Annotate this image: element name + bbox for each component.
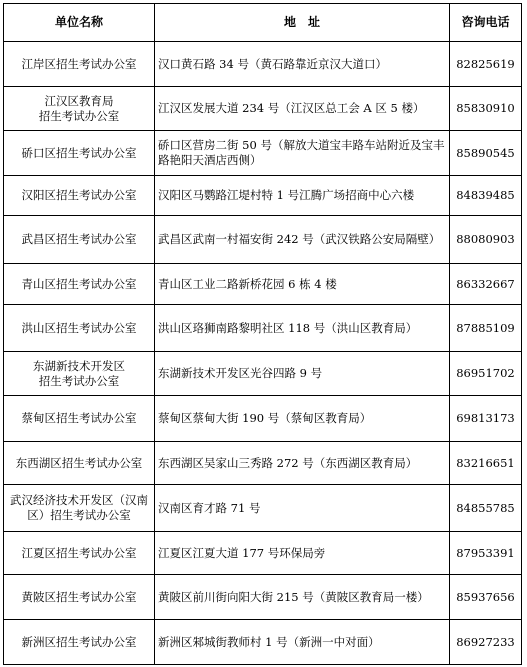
table-row — [4, 176, 522, 216]
unit-name-cell: 蔡甸区招生考试办公室 — [4, 396, 155, 442]
phone-cell: 87885109 — [450, 305, 522, 352]
unit-name-cell: 东西湖区招生考试办公室 — [4, 442, 155, 485]
unit-name-cell: 武汉经济技术开发区（汉南区）招生考试办公室 — [4, 485, 155, 532]
address-cell: 黄陂区前川街向阳大街 215 号（黄陂区教育局一楼） — [155, 575, 450, 620]
phone-cell: 86927233 — [450, 620, 522, 665]
unit-name-cell: 黄陂区招生考试办公室 — [4, 575, 155, 620]
address-cell: 硚口区营房二街 50 号（解放大道宝丰路车站附近及宝丰路艳阳天酒店西侧） — [155, 131, 450, 176]
header-phone: 咨询电话 — [450, 4, 522, 42]
phone-cell: 88080903 — [450, 216, 522, 264]
contact-table — [3, 3, 522, 665]
unit-name-cell: 江汉区教育局 招生考试办公室 — [4, 87, 155, 131]
address-cell: 汉南区育才路 71 号 — [155, 485, 450, 532]
phone-cell: 69813173 — [450, 396, 522, 442]
table-row — [4, 216, 522, 264]
table-row — [4, 42, 522, 87]
address-cell: 江汉区发展大道 234 号（江汉区总工会 A 区 5 楼） — [155, 87, 450, 131]
table-header-row — [4, 4, 522, 42]
header-address: 地 址 — [155, 4, 450, 42]
table-row — [4, 442, 522, 485]
unit-name-cell: 武昌区招生考试办公室 — [4, 216, 155, 264]
header-unit-name: 单位名称 — [4, 4, 155, 42]
phone-cell: 82825619 — [450, 42, 522, 87]
unit-name-cell: 江夏区招生考试办公室 — [4, 532, 155, 575]
table-row — [4, 264, 522, 305]
table-row — [4, 532, 522, 575]
address-cell: 新洲区邾城街教师村 1 号（新洲一中对面） — [155, 620, 450, 665]
phone-cell: 86951702 — [450, 352, 522, 396]
phone-cell: 83216651 — [450, 442, 522, 485]
address-cell: 蔡甸区蔡甸大街 190 号（蔡甸区教育局） — [155, 396, 450, 442]
unit-name-cell: 新洲区招生考试办公室 — [4, 620, 155, 665]
unit-name-cell: 汉阳区招生考试办公室 — [4, 176, 155, 216]
address-cell: 洪山区珞狮南路黎明社区 118 号（洪山区教育局） — [155, 305, 450, 352]
address-cell: 江夏区江夏大道 177 号环保局旁 — [155, 532, 450, 575]
phone-cell: 85890545 — [450, 131, 522, 176]
table-row — [4, 575, 522, 620]
unit-name-cell: 江岸区招生考试办公室 — [4, 42, 155, 87]
table-row — [4, 396, 522, 442]
table-row — [4, 131, 522, 176]
phone-cell: 85830910 — [450, 87, 522, 131]
table-row — [4, 87, 522, 131]
table-row — [4, 305, 522, 352]
unit-name-cell: 青山区招生考试办公室 — [4, 264, 155, 305]
address-cell: 汉阳区马鹦路江堤村特 1 号江腾广场招商中心六楼 — [155, 176, 450, 216]
address-cell: 武昌区武南一村福安街 242 号（武汉铁路公安局隔壁） — [155, 216, 450, 264]
phone-cell: 86332667 — [450, 264, 522, 305]
table-row — [4, 485, 522, 532]
table-row — [4, 352, 522, 396]
unit-name-cell: 硚口区招生考试办公室 — [4, 131, 155, 176]
address-cell: 东西湖区吴家山三秀路 272 号（东西湖区教育局） — [155, 442, 450, 485]
table-body — [4, 42, 522, 665]
table-row — [4, 620, 522, 665]
unit-name-cell: 洪山区招生考试办公室 — [4, 305, 155, 352]
phone-cell: 84839485 — [450, 176, 522, 216]
unit-name-cell: 东湖新技术开发区 招生考试办公室 — [4, 352, 155, 396]
phone-cell: 87953391 — [450, 532, 522, 575]
address-cell: 汉口黄石路 34 号（黄石路靠近京汉大道口） — [155, 42, 450, 87]
phone-cell: 84855785 — [450, 485, 522, 532]
address-cell: 青山区工业二路新桥花园 6 栋 4 楼 — [155, 264, 450, 305]
address-cell: 东湖新技术开发区光谷四路 9 号 — [155, 352, 450, 396]
phone-cell: 85937656 — [450, 575, 522, 620]
